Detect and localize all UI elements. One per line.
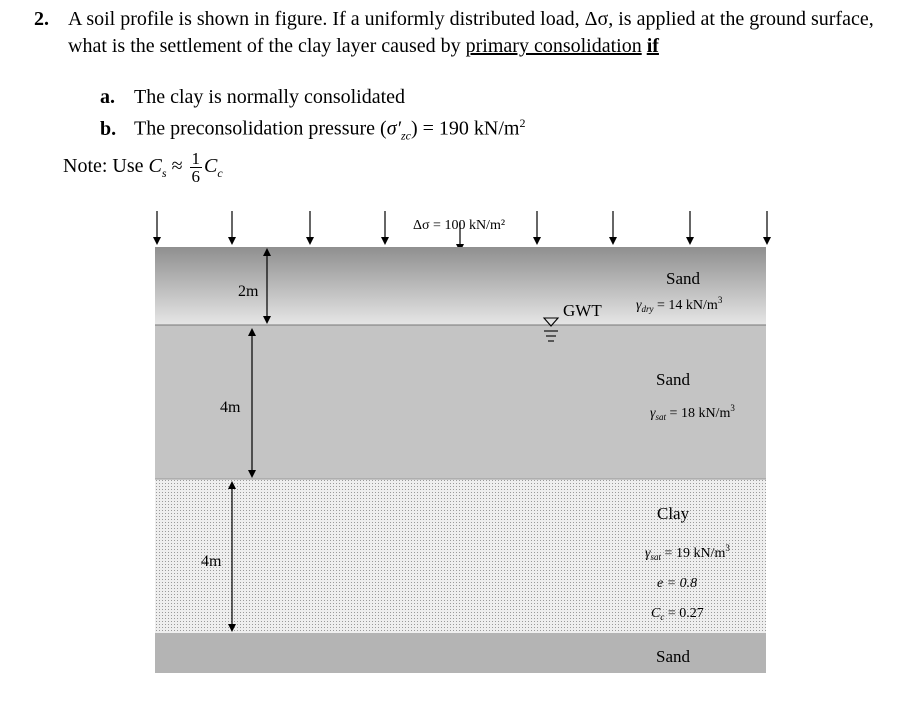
layer1-gamma-sub: dry: [641, 304, 654, 314]
approx-sign: ≈: [166, 155, 188, 178]
layer2-gamma: γ: [650, 406, 656, 421]
load-label: Δσ = 100 kN/m²: [413, 218, 506, 233]
sigma-symbol: σ′: [386, 117, 401, 140]
sigma-subscript: zc: [400, 128, 411, 143]
sub-item-a-text: The clay is normally consolidated: [134, 86, 406, 108]
cc-symbol-fig: C: [651, 606, 661, 621]
cs-symbol: C: [148, 155, 162, 178]
sub-item-b-value: ) = 190 kN/m: [410, 117, 520, 140]
void-ratio: e = 0.8: [657, 576, 698, 591]
layer2-name: Sand: [656, 370, 690, 389]
layer3-sup: 3: [725, 543, 730, 553]
cc-sub-fig: c: [660, 612, 665, 622]
cc-symbol: C: [204, 155, 218, 178]
layer2-gamma-sub: sat: [655, 412, 667, 422]
thickness-4m-sand: 4m: [220, 399, 241, 416]
layer3-value: = 19 kN/m: [661, 546, 726, 561]
sub-item-b-sup: 2: [519, 116, 526, 130]
layer2-sup: 3: [730, 403, 735, 413]
bold-if: if: [646, 35, 659, 57]
layer-sand-middle: [155, 325, 766, 479]
layer3-gamma-sub: sat: [650, 552, 662, 562]
layer1-sup: 3: [717, 295, 723, 305]
question-number: 2.: [34, 8, 49, 30]
thickness-2m: 2m: [238, 283, 259, 300]
layer3-gamma: γ: [645, 546, 651, 561]
cc-subscript: c: [217, 166, 223, 181]
layer1-gamma: γ: [636, 298, 642, 313]
cc-value-fig: = 0.27: [664, 606, 704, 621]
sub-item-a-letter: a.: [100, 86, 115, 108]
fraction-numerator: 1: [191, 149, 201, 168]
cs-subscript: s: [161, 166, 167, 181]
layer2-value: = 18 kN/m: [666, 406, 731, 421]
question-text-main: A soil profile is shown in figure. If a uniformly distributed load, Δσ, is applied at the ground surface, what is the settlement of the clay layer caused by: [68, 8, 874, 57]
sub-item-b-text: The preconsolidation pressure (: [134, 117, 387, 140]
layer1-value: = 14 kN/m: [653, 298, 718, 313]
gwt-label: GWT: [563, 301, 602, 320]
fraction-denominator: 6: [191, 167, 201, 186]
thickness-4m-clay: 4m: [201, 553, 222, 570]
sub-item-b-letter: b.: [100, 117, 117, 140]
layer1-name: Sand: [666, 269, 700, 288]
layer4-name: Sand: [656, 647, 690, 666]
compression-index: [651, 606, 704, 622]
underlined-phrase: primary consolidation: [465, 35, 642, 57]
layer3-name: Clay: [657, 504, 690, 523]
note-label: Note: Use: [63, 155, 149, 178]
